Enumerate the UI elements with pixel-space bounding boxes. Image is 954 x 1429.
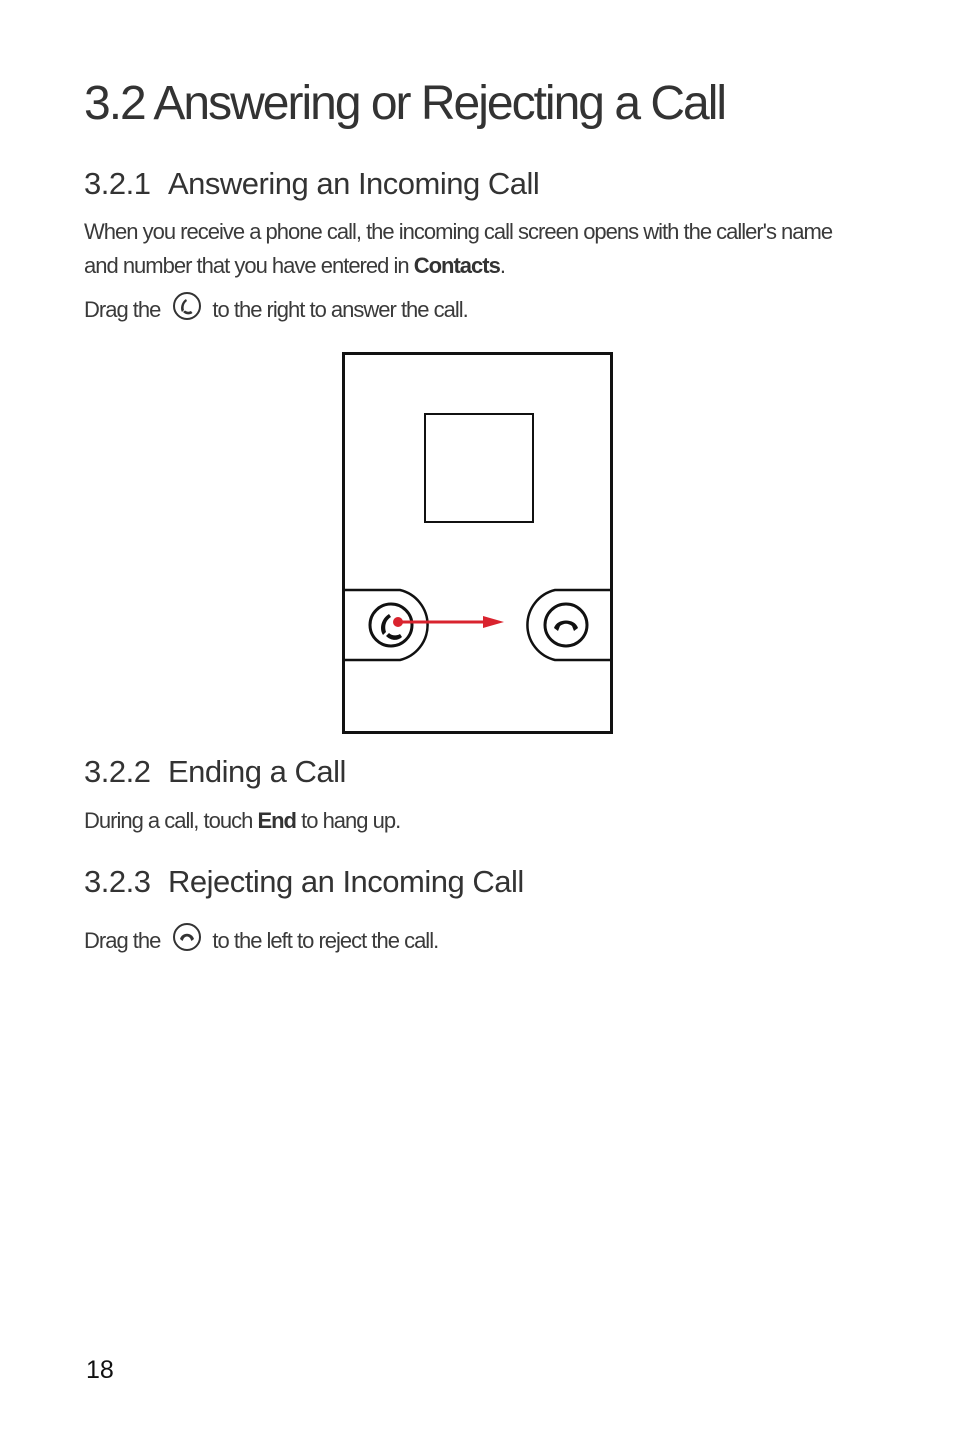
section-heading-ending bbox=[84, 754, 346, 790]
contacts-bold: Contacts bbox=[413, 253, 500, 278]
answer-paragraph-line2-post: . bbox=[499, 253, 505, 278]
answer-instruction-post: to the right to answer the call. bbox=[212, 296, 468, 322]
answer-paragraph-line2-pre: and number that you have entered in bbox=[84, 253, 414, 278]
answer-instruction bbox=[84, 291, 468, 331]
section-title: Answering an Incoming Call bbox=[168, 166, 540, 201]
ending-text-post: to hang up. bbox=[296, 808, 401, 833]
ending-text-pre: During a call, touch bbox=[84, 808, 258, 833]
answer-phone-icon bbox=[370, 604, 412, 646]
section-heading-rejecting bbox=[84, 864, 524, 900]
end-bold: End bbox=[257, 808, 296, 833]
ending-paragraph bbox=[84, 804, 400, 838]
reject-slider-handle[interactable] bbox=[527, 590, 610, 660]
answer-phone-icon bbox=[172, 291, 202, 331]
caller-photo-placeholder bbox=[425, 414, 533, 522]
incoming-call-screen bbox=[342, 352, 613, 734]
section-title: Ending a Call bbox=[168, 754, 346, 789]
answer-instruction-pre: Drag the bbox=[84, 296, 161, 322]
reject-instruction bbox=[84, 922, 438, 962]
page-title: 3.2 Answering or Rejecting a Call bbox=[84, 77, 726, 130]
page-number: 18 bbox=[86, 1356, 114, 1384]
incoming-call-illustration bbox=[342, 352, 613, 734]
reject-phone-icon bbox=[172, 922, 202, 962]
reject-phone-icon bbox=[545, 604, 587, 646]
answer-paragraph bbox=[84, 215, 832, 283]
section-heading-answering bbox=[84, 166, 539, 202]
reject-instruction-pre: Drag the bbox=[84, 927, 161, 953]
reject-instruction-post: to the left to reject the call. bbox=[212, 927, 439, 953]
answer-slider-handle[interactable] bbox=[345, 590, 428, 660]
section-number: 3.2.2 bbox=[84, 754, 151, 789]
section-title: Rejecting an Incoming Call bbox=[168, 864, 524, 899]
answer-paragraph-line1: When you receive a phone call, the incoming call screen opens with the caller's name bbox=[84, 219, 833, 244]
section-number: 3.2.3 bbox=[84, 864, 151, 899]
section-number: 3.2.1 bbox=[84, 166, 151, 201]
